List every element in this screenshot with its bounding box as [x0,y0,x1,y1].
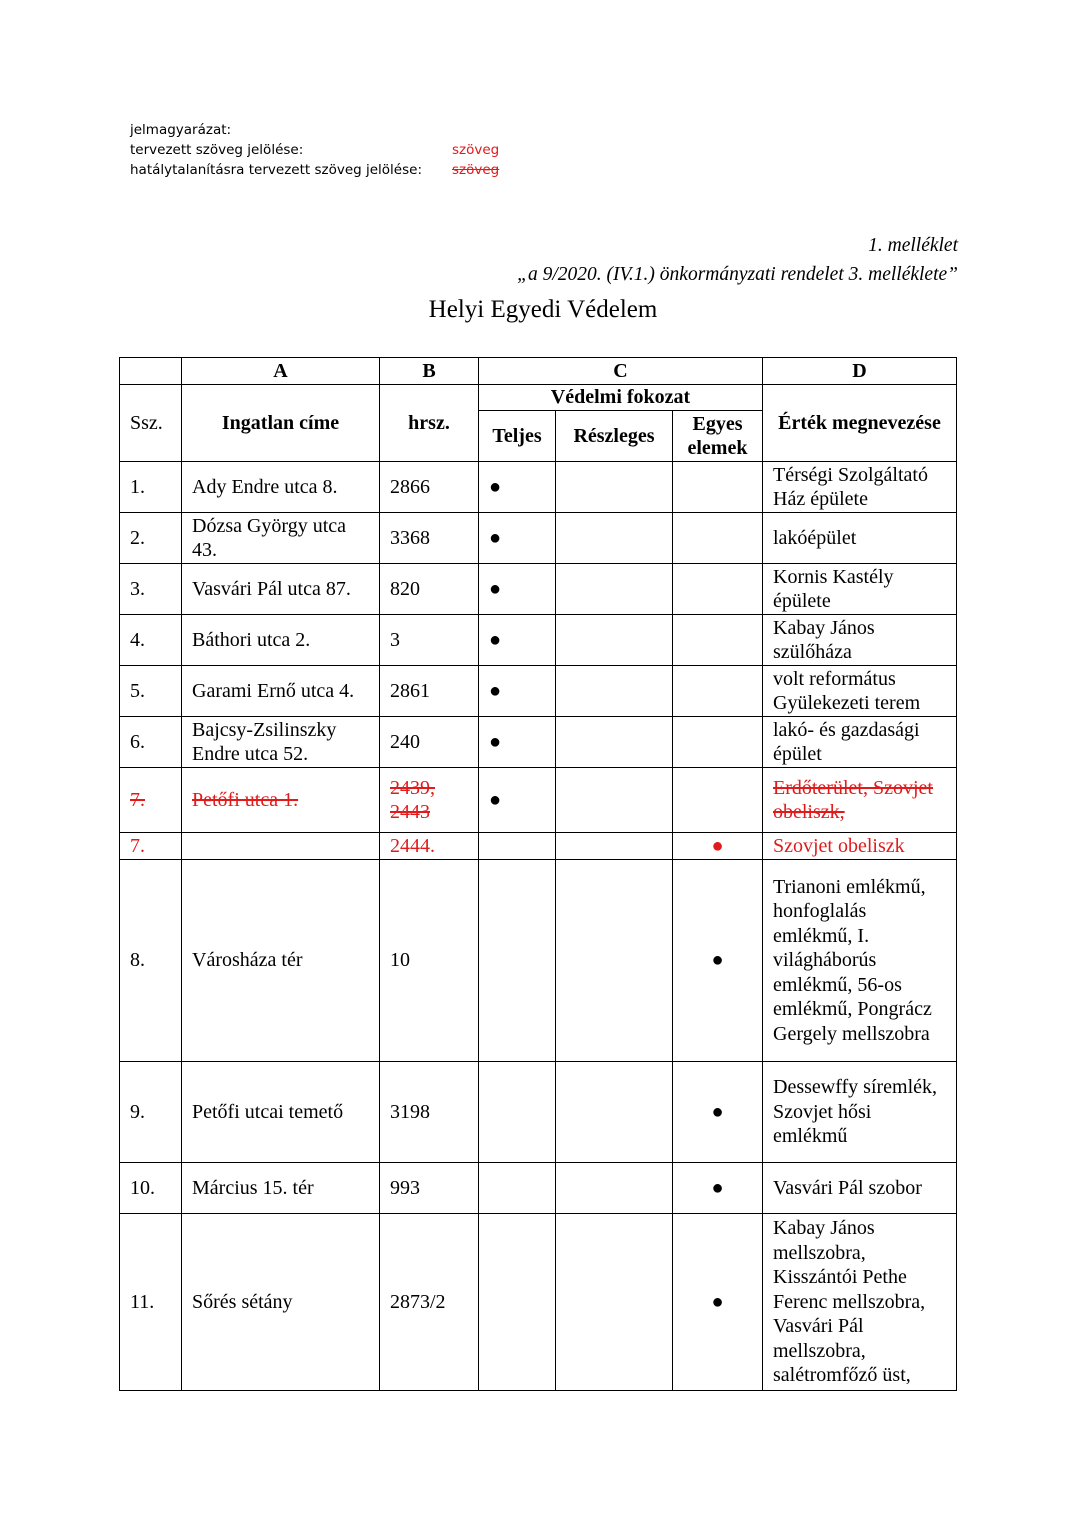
cell-ssz: 11. [120,1214,182,1391]
cell-elements [673,564,763,615]
cell-hrsz: 3368 [380,513,479,564]
letter-cell-empty [120,358,182,385]
cell-ssz: 7. [120,833,182,860]
cell-value: Szovjet obeliszk [763,833,957,860]
cell-ssz: 1. [120,462,182,513]
cell-full [479,860,556,1062]
column-letter-b: B [380,358,479,385]
table-row [120,564,957,615]
cell-value: Kabay János mellszobra, Kisszántói Pethe Ferenc mellszobra, Vasvári Pál mellszobra, salétromfőző üst, [763,1214,957,1391]
column-letter-row [120,358,957,385]
header-address: Ingatlan címe [182,385,380,462]
table-row [120,666,957,717]
cell-full [479,833,556,860]
protection-table [119,357,957,1391]
cell-hrsz: 2873/2 [380,1214,479,1391]
cell-address: Bajcsy-Zsilinszky Endre utca 52. [182,717,380,768]
table-row [120,513,957,564]
legend-proposed-sample: szöveg [452,142,500,158]
table-row [120,615,957,666]
header-full: Teljes [479,411,556,462]
cell-ssz: 2. [120,513,182,564]
legend-proposed-row [130,140,499,160]
cell-ssz: 5. [120,666,182,717]
cell-value: volt református Gyülekezeti terem [763,666,957,717]
header-hrsz: hrsz. [380,385,479,462]
cell-hrsz: 2444. [380,833,479,860]
legend [130,120,499,180]
cell-elements [673,462,763,513]
cell-partial [556,513,673,564]
cell-partial [556,860,673,1062]
cell-full: ● [479,615,556,666]
cell-address: Dózsa György utca 43. [182,513,380,564]
cell-hrsz: 3 [380,615,479,666]
legend-repeal-sample: szöveg [452,162,500,178]
table-row [120,1163,957,1214]
cell-full: ● [479,462,556,513]
legend-repeal-label: hatálytalanításra tervezett szöveg jelölése: [130,162,423,178]
cell-full [479,1163,556,1214]
cell-elements: ● [673,1062,763,1163]
annex-line-2: „a 9/2020. (IV.1.) önkormányzati rendelet 3. melléklete” [517,264,958,285]
cell-ssz: 8. [120,860,182,1062]
cell-hrsz: 3198 [380,1062,479,1163]
cell-hrsz: 240 [380,717,479,768]
cell-value: Trianoni emlékmű, honfoglalás emlékmű, I. világháborús emlékmű, 56-os emlékmű, Pongrácz Gergely mellszobra [763,860,957,1062]
header-elements: Egyes elemek [673,411,763,462]
cell-value: Térségi Szolgáltató Ház épülete [763,462,957,513]
cell-elements [673,615,763,666]
cell-ssz: 4. [120,615,182,666]
cell-full: ● [479,513,556,564]
cell-address: Ady Endre utca 8. [182,462,380,513]
cell-address: Petőfi utca 1. [182,768,380,833]
cell-hrsz: 993 [380,1163,479,1214]
table-row [120,1214,957,1391]
cell-elements: ● [673,860,763,1062]
cell-value: Vasvári Pál szobor [763,1163,957,1214]
cell-elements: ● [673,1214,763,1391]
cell-ssz: 3. [120,564,182,615]
cell-address: Báthori utca 2. [182,615,380,666]
table-row-repealed [120,768,957,833]
cell-hrsz: 820 [380,564,479,615]
cell-elements [673,666,763,717]
cell-full [479,1062,556,1163]
cell-value: Kabay János szülőháza [763,615,957,666]
cell-ssz: 6. [120,717,182,768]
column-letter-c: C [479,358,763,385]
cell-partial [556,833,673,860]
cell-partial [556,1163,673,1214]
cell-hrsz: 2866 [380,462,479,513]
cell-value: lakóépület [763,513,957,564]
table-row [120,860,957,1062]
cell-address: Vasvári Pál utca 87. [182,564,380,615]
column-letter-a: A [182,358,380,385]
header-value: Érték megnevezése [763,385,957,462]
cell-partial [556,717,673,768]
cell-elements [673,513,763,564]
cell-partial [556,462,673,513]
cell-hrsz: 2439, 2443 [380,768,479,833]
cell-ssz: 7. [120,768,182,833]
cell-partial [556,615,673,666]
cell-partial [556,768,673,833]
cell-partial [556,564,673,615]
cell-full: ● [479,768,556,833]
cell-elements: ● [673,1163,763,1214]
header-protection: Védelmi fokozat [479,385,763,411]
legend-repeal-row [130,160,499,180]
table-row [120,717,957,768]
header-partial: Részleges [556,411,673,462]
cell-value: Kornis Kastély épülete [763,564,957,615]
cell-ssz: 10. [120,1163,182,1214]
cell-elements: ● [673,833,763,860]
cell-partial [556,1214,673,1391]
cell-ssz: 9. [120,1062,182,1163]
cell-address: Garami Ernő utca 4. [182,666,380,717]
header-ssz: Ssz. [120,385,182,462]
page-title: Helyi Egyedi Védelem [428,296,658,323]
cell-full: ● [479,666,556,717]
cell-address: Városháza tér [182,860,380,1062]
table-row [120,1062,957,1163]
table-row [120,462,957,513]
cell-value: Dessewffy síremlék, Szovjet hősi emlékmű [763,1062,957,1163]
cell-value: lakó- és gazdasági épület [763,717,957,768]
cell-elements [673,717,763,768]
cell-hrsz: 10 [380,860,479,1062]
annex-line-1: 1. melléklet [868,235,958,256]
cell-full: ● [479,717,556,768]
legend-title: jelmagyarázat: [130,122,232,138]
cell-value: Erdőterület, Szovjet obeliszk, [763,768,957,833]
cell-hrsz: 2861 [380,666,479,717]
cell-partial [556,666,673,717]
cell-partial [556,1062,673,1163]
table-row-proposed [120,833,957,860]
column-letter-d: D [763,358,957,385]
cell-elements [673,768,763,833]
cell-address: Sőrés sétány [182,1214,380,1391]
header-row-1 [120,385,957,411]
cell-address: Március 15. tér [182,1163,380,1214]
annex-heading [517,231,958,289]
cell-address: Petőfi utcai temető [182,1062,380,1163]
cell-full [479,1214,556,1391]
cell-full: ● [479,564,556,615]
legend-proposed-label: tervezett szöveg jelölése: [130,142,304,158]
cell-address [182,833,380,860]
